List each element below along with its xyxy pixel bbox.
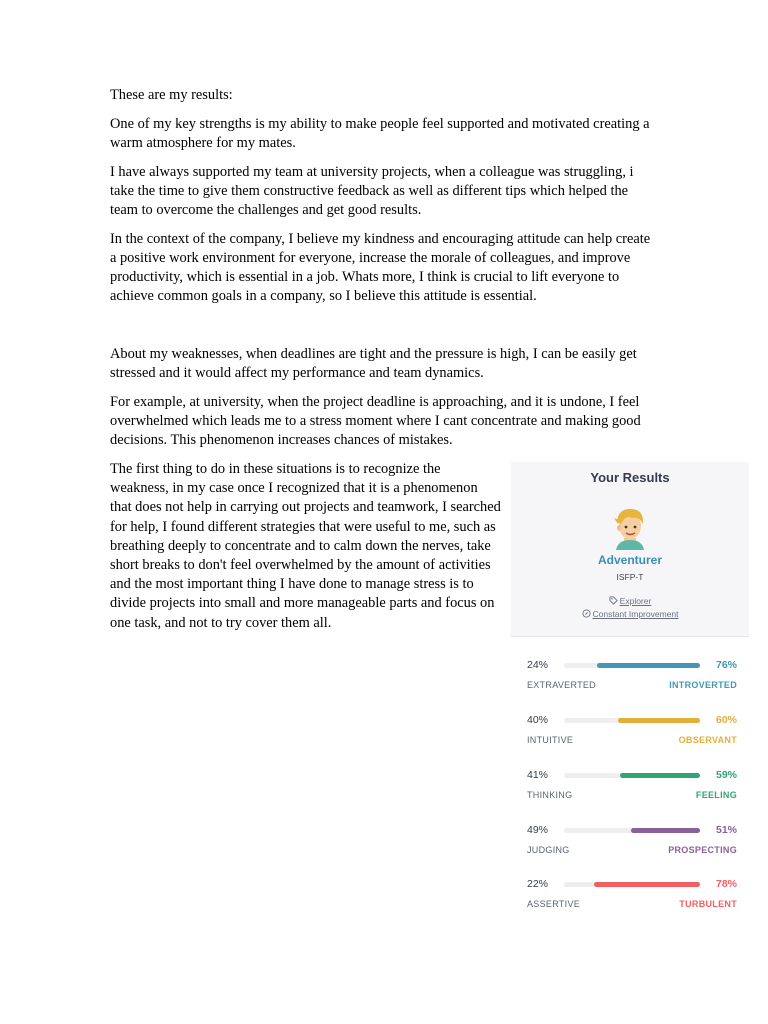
trait-left-label: INTUITIVE [527,735,574,745]
trait-right-label: INTROVERTED [669,680,737,690]
trait-left-percent: 24% [527,659,549,671]
compass-icon [582,609,591,618]
paragraph-gap [110,316,658,345]
adventurer-avatar-icon [606,502,654,550]
team-support-paragraph: I have always supported my team at university projects, when a colleague was struggling, i take the time to give them constructive feedback as well as different tips which helped the team to overcome the challenges and get good results. [110,163,634,219]
trait-bar-track [564,718,700,723]
results-title: Your Results [590,470,670,485]
role-link[interactable] [511,596,749,606]
trait-left-label: THINKING [527,790,573,800]
trait-bar-fill [631,828,700,833]
type-code: ISFP-T [616,572,644,582]
trait-left-percent: 22% [527,878,549,890]
trait-left-label: JUDGING [527,845,570,855]
trait-bar-track [564,663,700,668]
trait-row-tactics [511,824,749,874]
trait-bar-track [564,773,700,778]
trait-bar-fill [618,718,700,723]
example-paragraph: For example, at university, when the project deadline is approaching, and it is undone, I feel overwhelmed which leads me to a stress moment where I cant concentrate and making good decisions. This phenomenon increases chances of mistakes. [110,393,641,449]
trait-right-percent: 76% [715,659,737,671]
trait-right-label: OBSERVANT [678,735,737,745]
trait-bar-fill [597,663,700,668]
company-context-paragraph: In the context of the company, I believe my kindness and encouraging attitude can help create a positive work environment for everyone, increase the morale of colleagues, and improve productivity, which is essential in a job. Whats more, I think is crucial to lift everyone to achieve common goals in a company, so I believe this attitude is essential. [110,230,651,305]
personality-results-card [511,462,749,930]
trait-right-percent: 51% [715,824,737,836]
type-name: Adventurer [597,553,662,567]
trait-right-percent: 60% [715,714,737,726]
results-header [511,462,749,637]
tag-icon [609,596,618,605]
strategy-link[interactable] [511,609,749,619]
trait-left-label: EXTRAVERTED [527,680,596,690]
trait-right-label: TURBULENT [679,899,737,909]
trait-left-percent: 49% [527,824,549,836]
weaknesses-paragraph: About my weaknesses, when deadlines are tight and the pressure is high, I can be easily get stressed and it would affect my performance and team dynamics. [110,346,637,382]
coping-paragraph: The first thing to do in these situations is to recognize the weakness, in my case once I recognized that it is a phenomenon that does not help in carrying out projects and teamwork, I searched for help, I found different strategies that were useful to me, such as breathing deeply to concentrate and to calm down the nerves, take short breaks to don't feel overwhelmed by the amount of activities and the most important thing I have done to manage stress is to divide projects into small and more manageable parts and focus on one task, and not to try cover them all. [110,461,501,631]
strategy-label: Constant Improvement [592,609,679,619]
trait-left-percent: 41% [527,769,549,781]
trait-right-label: FEELING [695,790,737,800]
trait-left-percent: 40% [527,714,549,726]
trait-row-mind [511,714,749,764]
trait-row-identity [511,878,749,928]
trait-right-percent: 78% [715,878,737,890]
trait-bar-fill [594,882,700,887]
intro-paragraph: These are my results: [110,87,233,103]
role-label: Explorer [619,596,652,606]
trait-left-label: ASSERTIVE [527,899,581,909]
strengths-paragraph: One of my key strengths is my ability to make people feel supported and motivated creating a warm atmosphere for my mates. [110,115,650,151]
trait-right-label: PROSPECTING [668,845,737,855]
trait-row-nature [511,769,749,819]
trait-right-percent: 59% [715,769,737,781]
trait-bar-track [564,828,700,833]
trait-row-energy [511,659,749,709]
trait-bar-fill [620,773,700,778]
trait-bar-track [564,882,700,887]
